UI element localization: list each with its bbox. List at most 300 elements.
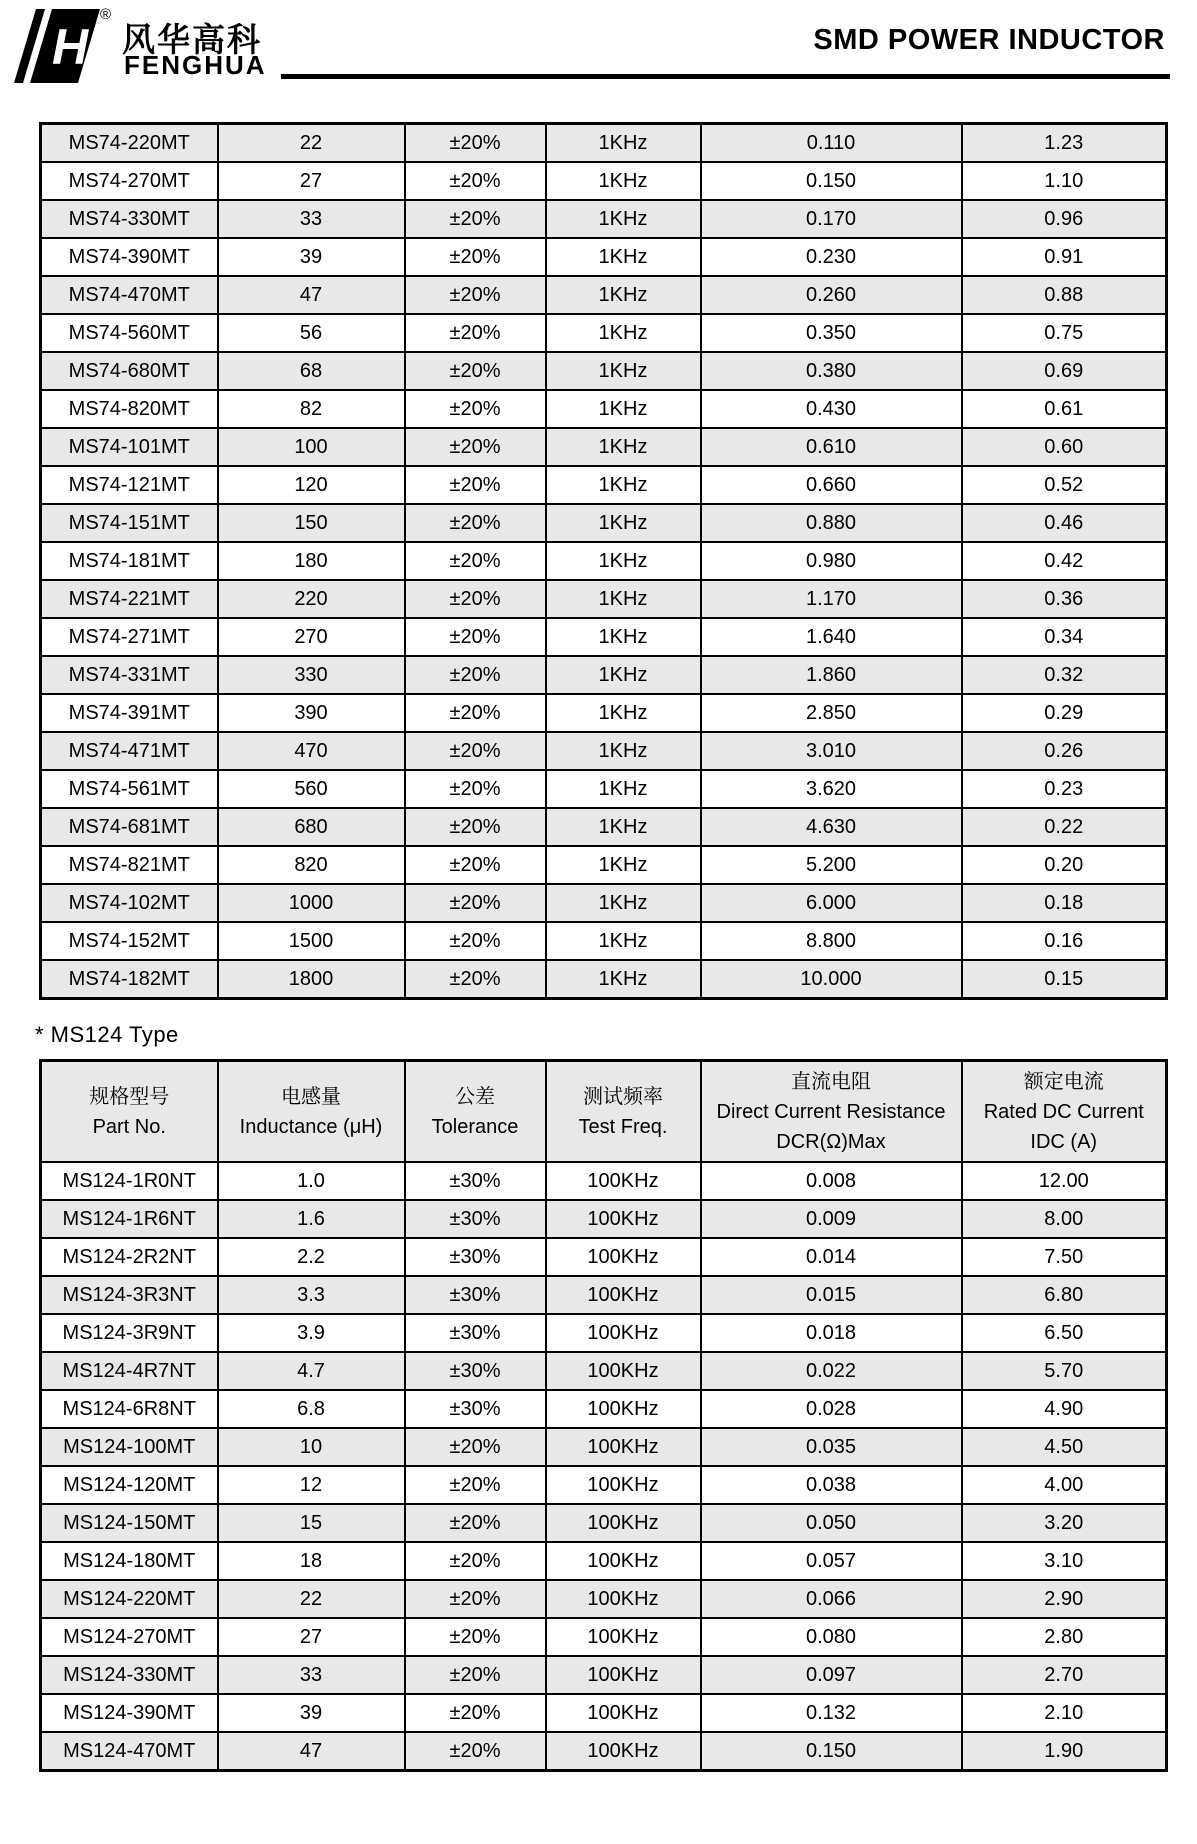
table-cell: 0.15 (962, 960, 1167, 999)
table-cell: 1KHz (546, 504, 701, 542)
table-cell: ±20% (405, 732, 546, 770)
table-cell: 470 (218, 732, 405, 770)
table-row (41, 1238, 1167, 1276)
table-cell: 1.170 (701, 580, 962, 618)
table-cell: 0.20 (962, 846, 1167, 884)
table-row (41, 162, 1167, 200)
table-cell: 15 (218, 1504, 405, 1542)
table-cell: MS74-471MT (41, 732, 218, 770)
table-cell: MS74-221MT (41, 580, 218, 618)
table-cell: ±20% (405, 884, 546, 922)
table-row (41, 808, 1167, 846)
table-cell: 100KHz (546, 1428, 701, 1466)
table-cell: ±30% (405, 1200, 546, 1238)
table-row (41, 352, 1167, 390)
table-cell: ±30% (405, 1314, 546, 1352)
table-cell: 8.800 (701, 922, 962, 960)
table-cell: 1KHz (546, 694, 701, 732)
table-cell: 7.50 (962, 1238, 1167, 1276)
table-cell: MS124-3R9NT (41, 1314, 218, 1352)
table-cell: ±20% (405, 428, 546, 466)
table-row (41, 884, 1167, 922)
table-cell: 100KHz (546, 1580, 701, 1618)
page-title: SMD POWER INDUCTOR (813, 24, 1165, 56)
table-cell: ±30% (405, 1352, 546, 1390)
table-cell: ±20% (405, 1542, 546, 1580)
table-cell: 0.26 (962, 732, 1167, 770)
page-header (0, 0, 1197, 122)
table-cell: 0.88 (962, 276, 1167, 314)
table-cell: 22 (218, 1580, 405, 1618)
table-cell: 0.96 (962, 200, 1167, 238)
table-cell: MS74-182MT (41, 960, 218, 999)
table-cell: MS74-220MT (41, 124, 218, 163)
table-cell: 5.200 (701, 846, 962, 884)
table-cell: 0.150 (701, 162, 962, 200)
header-line: 公差 (455, 1085, 495, 1108)
header-line: Tolerance (431, 1115, 519, 1138)
ms124-series-table (39, 1059, 1168, 1772)
table-cell: ±20% (405, 1618, 546, 1656)
table-cell: 47 (218, 276, 405, 314)
table-cell: ±20% (405, 542, 546, 580)
table-cell: 18 (218, 1542, 405, 1580)
table-cell: 12 (218, 1466, 405, 1504)
table-cell: 3.10 (962, 1542, 1167, 1580)
table-cell: MS124-330MT (41, 1656, 218, 1694)
table-cell: ±20% (405, 656, 546, 694)
brand-name-english: FENGHUA (124, 50, 267, 80)
table-cell: 180 (218, 542, 405, 580)
table-cell: ±20% (405, 314, 546, 352)
table-row (41, 504, 1167, 542)
table-cell: 0.430 (701, 390, 962, 428)
header-line: Direct Current Resistance (716, 1100, 946, 1123)
table-row (41, 580, 1167, 618)
table-cell: MS124-180MT (41, 1542, 218, 1580)
table-cell: 220 (218, 580, 405, 618)
table-cell: 0.015 (701, 1276, 962, 1314)
table-cell: ±20% (405, 846, 546, 884)
table-cell: 0.080 (701, 1618, 962, 1656)
table-cell: 2.10 (962, 1694, 1167, 1732)
table-cell: ±20% (405, 808, 546, 846)
header-line: 电感量 (281, 1085, 341, 1108)
table-row (41, 1390, 1167, 1428)
table-cell: 39 (218, 238, 405, 276)
table-row (41, 694, 1167, 732)
table-cell: MS124-6R8NT (41, 1390, 218, 1428)
table-cell: MS74-821MT (41, 846, 218, 884)
table-cell: 4.630 (701, 808, 962, 846)
table-cell: 27 (218, 162, 405, 200)
table-cell: 10 (218, 1428, 405, 1466)
table-cell: 0.150 (701, 1732, 962, 1771)
table-cell: 1KHz (546, 238, 701, 276)
table-cell: 100KHz (546, 1390, 701, 1428)
table-cell: 0.61 (962, 390, 1167, 428)
table-row (41, 922, 1167, 960)
table-cell: 0.36 (962, 580, 1167, 618)
table-cell: 100KHz (546, 1352, 701, 1390)
table-cell: MS124-100MT (41, 1428, 218, 1466)
table-cell: ±20% (405, 1428, 546, 1466)
table-cell: 1KHz (546, 808, 701, 846)
table-cell: 1KHz (546, 314, 701, 352)
table-cell: 1KHz (546, 466, 701, 504)
table-cell: 47 (218, 1732, 405, 1771)
table-cell: 1KHz (546, 618, 701, 656)
table-row (41, 1352, 1167, 1390)
table-cell: 680 (218, 808, 405, 846)
table-cell: MS74-270MT (41, 162, 218, 200)
table-cell: 6.8 (218, 1390, 405, 1428)
table-cell: MS74-102MT (41, 884, 218, 922)
table-cell: 1KHz (546, 352, 701, 390)
table-cell: 0.230 (701, 238, 962, 276)
table-cell: ±30% (405, 1238, 546, 1276)
table-cell: 1KHz (546, 162, 701, 200)
table-cell: 560 (218, 770, 405, 808)
header-line: Rated DC Current (983, 1100, 1144, 1123)
table-cell: 1.6 (218, 1200, 405, 1238)
table-cell: MS124-470MT (41, 1732, 218, 1771)
table-cell: 0.028 (701, 1390, 962, 1428)
table-row (41, 618, 1167, 656)
table-cell: 1KHz (546, 884, 701, 922)
table-cell: 1.0 (218, 1162, 405, 1200)
table-cell: 0.22 (962, 808, 1167, 846)
table-cell: 1.10 (962, 162, 1167, 200)
table-cell: 82 (218, 390, 405, 428)
table-cell: ±30% (405, 1390, 546, 1428)
table-row (41, 390, 1167, 428)
table-cell: ±20% (405, 1656, 546, 1694)
table-cell: 0.18 (962, 884, 1167, 922)
table-cell: MS74-121MT (41, 466, 218, 504)
table-row (41, 960, 1167, 999)
table-cell: ±20% (405, 770, 546, 808)
table-cell: 3.010 (701, 732, 962, 770)
table-cell: ±20% (405, 580, 546, 618)
table-row (41, 846, 1167, 884)
table-cell: ±20% (405, 694, 546, 732)
table-row (41, 1656, 1167, 1694)
ms124-header-row (41, 1061, 1167, 1163)
table-cell: 4.90 (962, 1390, 1167, 1428)
table-cell: 0.050 (701, 1504, 962, 1542)
brand-name-chinese: 风华高科 (122, 21, 262, 58)
header-line: 直流电阻 (791, 1070, 871, 1093)
table-cell: 2.80 (962, 1618, 1167, 1656)
table-cell: 12.00 (962, 1162, 1167, 1200)
table-cell: 56 (218, 314, 405, 352)
table-cell: 68 (218, 352, 405, 390)
table-cell: ±20% (405, 1694, 546, 1732)
table-cell: ±20% (405, 390, 546, 428)
table-cell: 0.110 (701, 124, 962, 163)
table-cell: MS124-1R0NT (41, 1162, 218, 1200)
table-cell: MS124-4R7NT (41, 1352, 218, 1390)
table-cell: ±20% (405, 124, 546, 163)
table-cell: 270 (218, 618, 405, 656)
header-line: Part No. (92, 1115, 166, 1138)
table-row (41, 1200, 1167, 1238)
ms74-table-body (41, 124, 1167, 999)
table-cell: MS74-181MT (41, 542, 218, 580)
table-cell: 0.46 (962, 504, 1167, 542)
table-cell: MS74-391MT (41, 694, 218, 732)
table-row (41, 732, 1167, 770)
table-row (41, 276, 1167, 314)
table-cell: 100KHz (546, 1618, 701, 1656)
table-cell: 0.022 (701, 1352, 962, 1390)
table-cell: 0.132 (701, 1694, 962, 1732)
table-cell: 33 (218, 200, 405, 238)
table-cell: 3.620 (701, 770, 962, 808)
table-cell: 0.038 (701, 1466, 962, 1504)
table-cell: 100KHz (546, 1238, 701, 1276)
table-cell: 100KHz (546, 1542, 701, 1580)
table-cell: MS74-680MT (41, 352, 218, 390)
table-cell: 0.75 (962, 314, 1167, 352)
header-line: Inductance (μH) (239, 1115, 383, 1138)
table-cell: MS74-820MT (41, 390, 218, 428)
table-cell: 0.980 (701, 542, 962, 580)
table-cell: ±20% (405, 960, 546, 999)
table-cell: MS74-561MT (41, 770, 218, 808)
table-cell: 6.50 (962, 1314, 1167, 1352)
table-cell: 150 (218, 504, 405, 542)
table-row (41, 1162, 1167, 1200)
header-line: DCR(Ω)Max (776, 1130, 886, 1153)
table-cell: 4.00 (962, 1466, 1167, 1504)
header-line: 额定电流 (1023, 1070, 1104, 1093)
ms74-series-table (39, 122, 1168, 1000)
table-cell: 1KHz (546, 732, 701, 770)
table-cell: 1000 (218, 884, 405, 922)
table-cell: 2.850 (701, 694, 962, 732)
table-cell: ±20% (405, 504, 546, 542)
table-cell: 4.50 (962, 1428, 1167, 1466)
table-cell: MS74-470MT (41, 276, 218, 314)
table-cell: 10.000 (701, 960, 962, 999)
table-cell: 1.640 (701, 618, 962, 656)
table-row (41, 124, 1167, 163)
table-header-cell (218, 1061, 405, 1163)
table-row (41, 1504, 1167, 1542)
table-row (41, 1428, 1167, 1466)
table-cell: 0.69 (962, 352, 1167, 390)
table-cell: 0.014 (701, 1238, 962, 1276)
table-cell: 0.610 (701, 428, 962, 466)
table-cell: MS124-3R3NT (41, 1276, 218, 1314)
table-cell: 100 (218, 428, 405, 466)
svg-text:H: H (51, 19, 89, 75)
table-cell: 2.90 (962, 1580, 1167, 1618)
table-header-cell (701, 1061, 962, 1163)
table-cell: 0.260 (701, 276, 962, 314)
table-row (41, 238, 1167, 276)
table-cell: 820 (218, 846, 405, 884)
table-row (41, 1732, 1167, 1771)
table-row (41, 1618, 1167, 1656)
table-cell: 0.60 (962, 428, 1167, 466)
table-cell: 100KHz (546, 1276, 701, 1314)
table-cell: 1KHz (546, 846, 701, 884)
table-cell: MS124-270MT (41, 1618, 218, 1656)
table-cell: ±20% (405, 1466, 546, 1504)
table-header-cell (546, 1061, 701, 1163)
table-cell: ±20% (405, 618, 546, 656)
table-cell: MS74-330MT (41, 200, 218, 238)
table-row (41, 656, 1167, 694)
table-cell: MS74-331MT (41, 656, 218, 694)
table-row (41, 770, 1167, 808)
table-cell: 0.660 (701, 466, 962, 504)
table-cell: ±20% (405, 1580, 546, 1618)
table-cell: ±20% (405, 200, 546, 238)
fenghua-logo-icon (14, 8, 102, 84)
table-cell: 1KHz (546, 922, 701, 960)
table-cell: 0.066 (701, 1580, 962, 1618)
table-header-cell (41, 1061, 218, 1163)
table-cell: 1.23 (962, 124, 1167, 163)
table-cell: MS74-390MT (41, 238, 218, 276)
table-cell: ±20% (405, 276, 546, 314)
table-cell: 0.32 (962, 656, 1167, 694)
table-cell: 1KHz (546, 124, 701, 163)
table-row (41, 1314, 1167, 1352)
ms124-table-header (41, 1061, 1167, 1163)
table-cell: 3.20 (962, 1504, 1167, 1542)
table-cell: 33 (218, 1656, 405, 1694)
table-row (41, 1466, 1167, 1504)
table-cell: 0.23 (962, 770, 1167, 808)
table-cell: 0.34 (962, 618, 1167, 656)
table-cell: 2.70 (962, 1656, 1167, 1694)
table-row (41, 1276, 1167, 1314)
table-cell: MS124-2R2NT (41, 1238, 218, 1276)
table-cell: 100KHz (546, 1466, 701, 1504)
table-row (41, 542, 1167, 580)
table-cell: 0.16 (962, 922, 1167, 960)
table-cell: ±20% (405, 1504, 546, 1542)
table-row (41, 466, 1167, 504)
table-cell: ±20% (405, 922, 546, 960)
table-cell: 1.90 (962, 1732, 1167, 1771)
table-row (41, 1580, 1167, 1618)
table-cell: 0.91 (962, 238, 1167, 276)
ms124-table-body (41, 1162, 1167, 1771)
table-cell: 1KHz (546, 960, 701, 999)
table-row (41, 314, 1167, 352)
header-line: 测试频率 (583, 1085, 663, 1108)
table-cell: MS74-101MT (41, 428, 218, 466)
table-row (41, 428, 1167, 466)
header-line: IDC (A) (1030, 1130, 1098, 1153)
table-cell: 3.3 (218, 1276, 405, 1314)
table-cell: 0.52 (962, 466, 1167, 504)
table-cell: 0.42 (962, 542, 1167, 580)
table-cell: 22 (218, 124, 405, 163)
table-cell: ±30% (405, 1162, 546, 1200)
table-cell: 0.035 (701, 1428, 962, 1466)
table-cell: 390 (218, 694, 405, 732)
table-cell: MS74-271MT (41, 618, 218, 656)
table-cell: 100KHz (546, 1162, 701, 1200)
table-row (41, 1542, 1167, 1580)
table-cell: 330 (218, 656, 405, 694)
table-cell: 2.2 (218, 1238, 405, 1276)
table-cell: 100KHz (546, 1504, 701, 1542)
ms124-section-label: * MS124 Type (35, 1022, 179, 1047)
table-cell: 0.29 (962, 694, 1167, 732)
table-cell: MS74-151MT (41, 504, 218, 542)
table-cell: 1KHz (546, 656, 701, 694)
table-cell: 3.9 (218, 1314, 405, 1352)
table-cell: 0.057 (701, 1542, 962, 1580)
table-cell: 0.880 (701, 504, 962, 542)
table-cell: 0.018 (701, 1314, 962, 1352)
table-cell: 1KHz (546, 390, 701, 428)
table-cell: 0.170 (701, 200, 962, 238)
table-cell: 120 (218, 466, 405, 504)
table-cell: 100KHz (546, 1732, 701, 1771)
table-cell: 39 (218, 1694, 405, 1732)
table-cell: MS124-150MT (41, 1504, 218, 1542)
table-row (41, 200, 1167, 238)
table-cell: 1KHz (546, 580, 701, 618)
table-cell: 27 (218, 1618, 405, 1656)
header-line: 规格型号 (89, 1085, 170, 1108)
table-cell: 5.70 (962, 1352, 1167, 1390)
table-cell: 1KHz (546, 276, 701, 314)
table-cell: 0.008 (701, 1162, 962, 1200)
table-cell: MS74-560MT (41, 314, 218, 352)
table-cell: 0.009 (701, 1200, 962, 1238)
table-cell: 100KHz (546, 1314, 701, 1352)
table-cell: 1500 (218, 922, 405, 960)
table-cell: ±20% (405, 352, 546, 390)
table-cell: 0.380 (701, 352, 962, 390)
table-header-cell (962, 1061, 1167, 1163)
table-cell: 100KHz (546, 1200, 701, 1238)
table-cell: ±20% (405, 1732, 546, 1771)
table-cell: 100KHz (546, 1694, 701, 1732)
table-cell: MS124-390MT (41, 1694, 218, 1732)
table-cell: 6.000 (701, 884, 962, 922)
table-cell: 6.80 (962, 1276, 1167, 1314)
table-cell: 100KHz (546, 1656, 701, 1694)
table-cell: 1800 (218, 960, 405, 999)
table-cell: ±30% (405, 1276, 546, 1314)
table-header-cell (405, 1061, 546, 1163)
table-cell: MS124-220MT (41, 1580, 218, 1618)
table-cell: MS74-681MT (41, 808, 218, 846)
table-cell: 1KHz (546, 200, 701, 238)
table-cell: MS124-120MT (41, 1466, 218, 1504)
table-cell: MS74-152MT (41, 922, 218, 960)
header-divider (281, 74, 1170, 79)
table-cell: 1KHz (546, 428, 701, 466)
registered-trademark-icon: ® (100, 6, 112, 23)
table-cell: ±20% (405, 162, 546, 200)
table-cell: 4.7 (218, 1352, 405, 1390)
table-cell: ±20% (405, 238, 546, 276)
table-cell: 8.00 (962, 1200, 1167, 1238)
table-cell: ±20% (405, 466, 546, 504)
